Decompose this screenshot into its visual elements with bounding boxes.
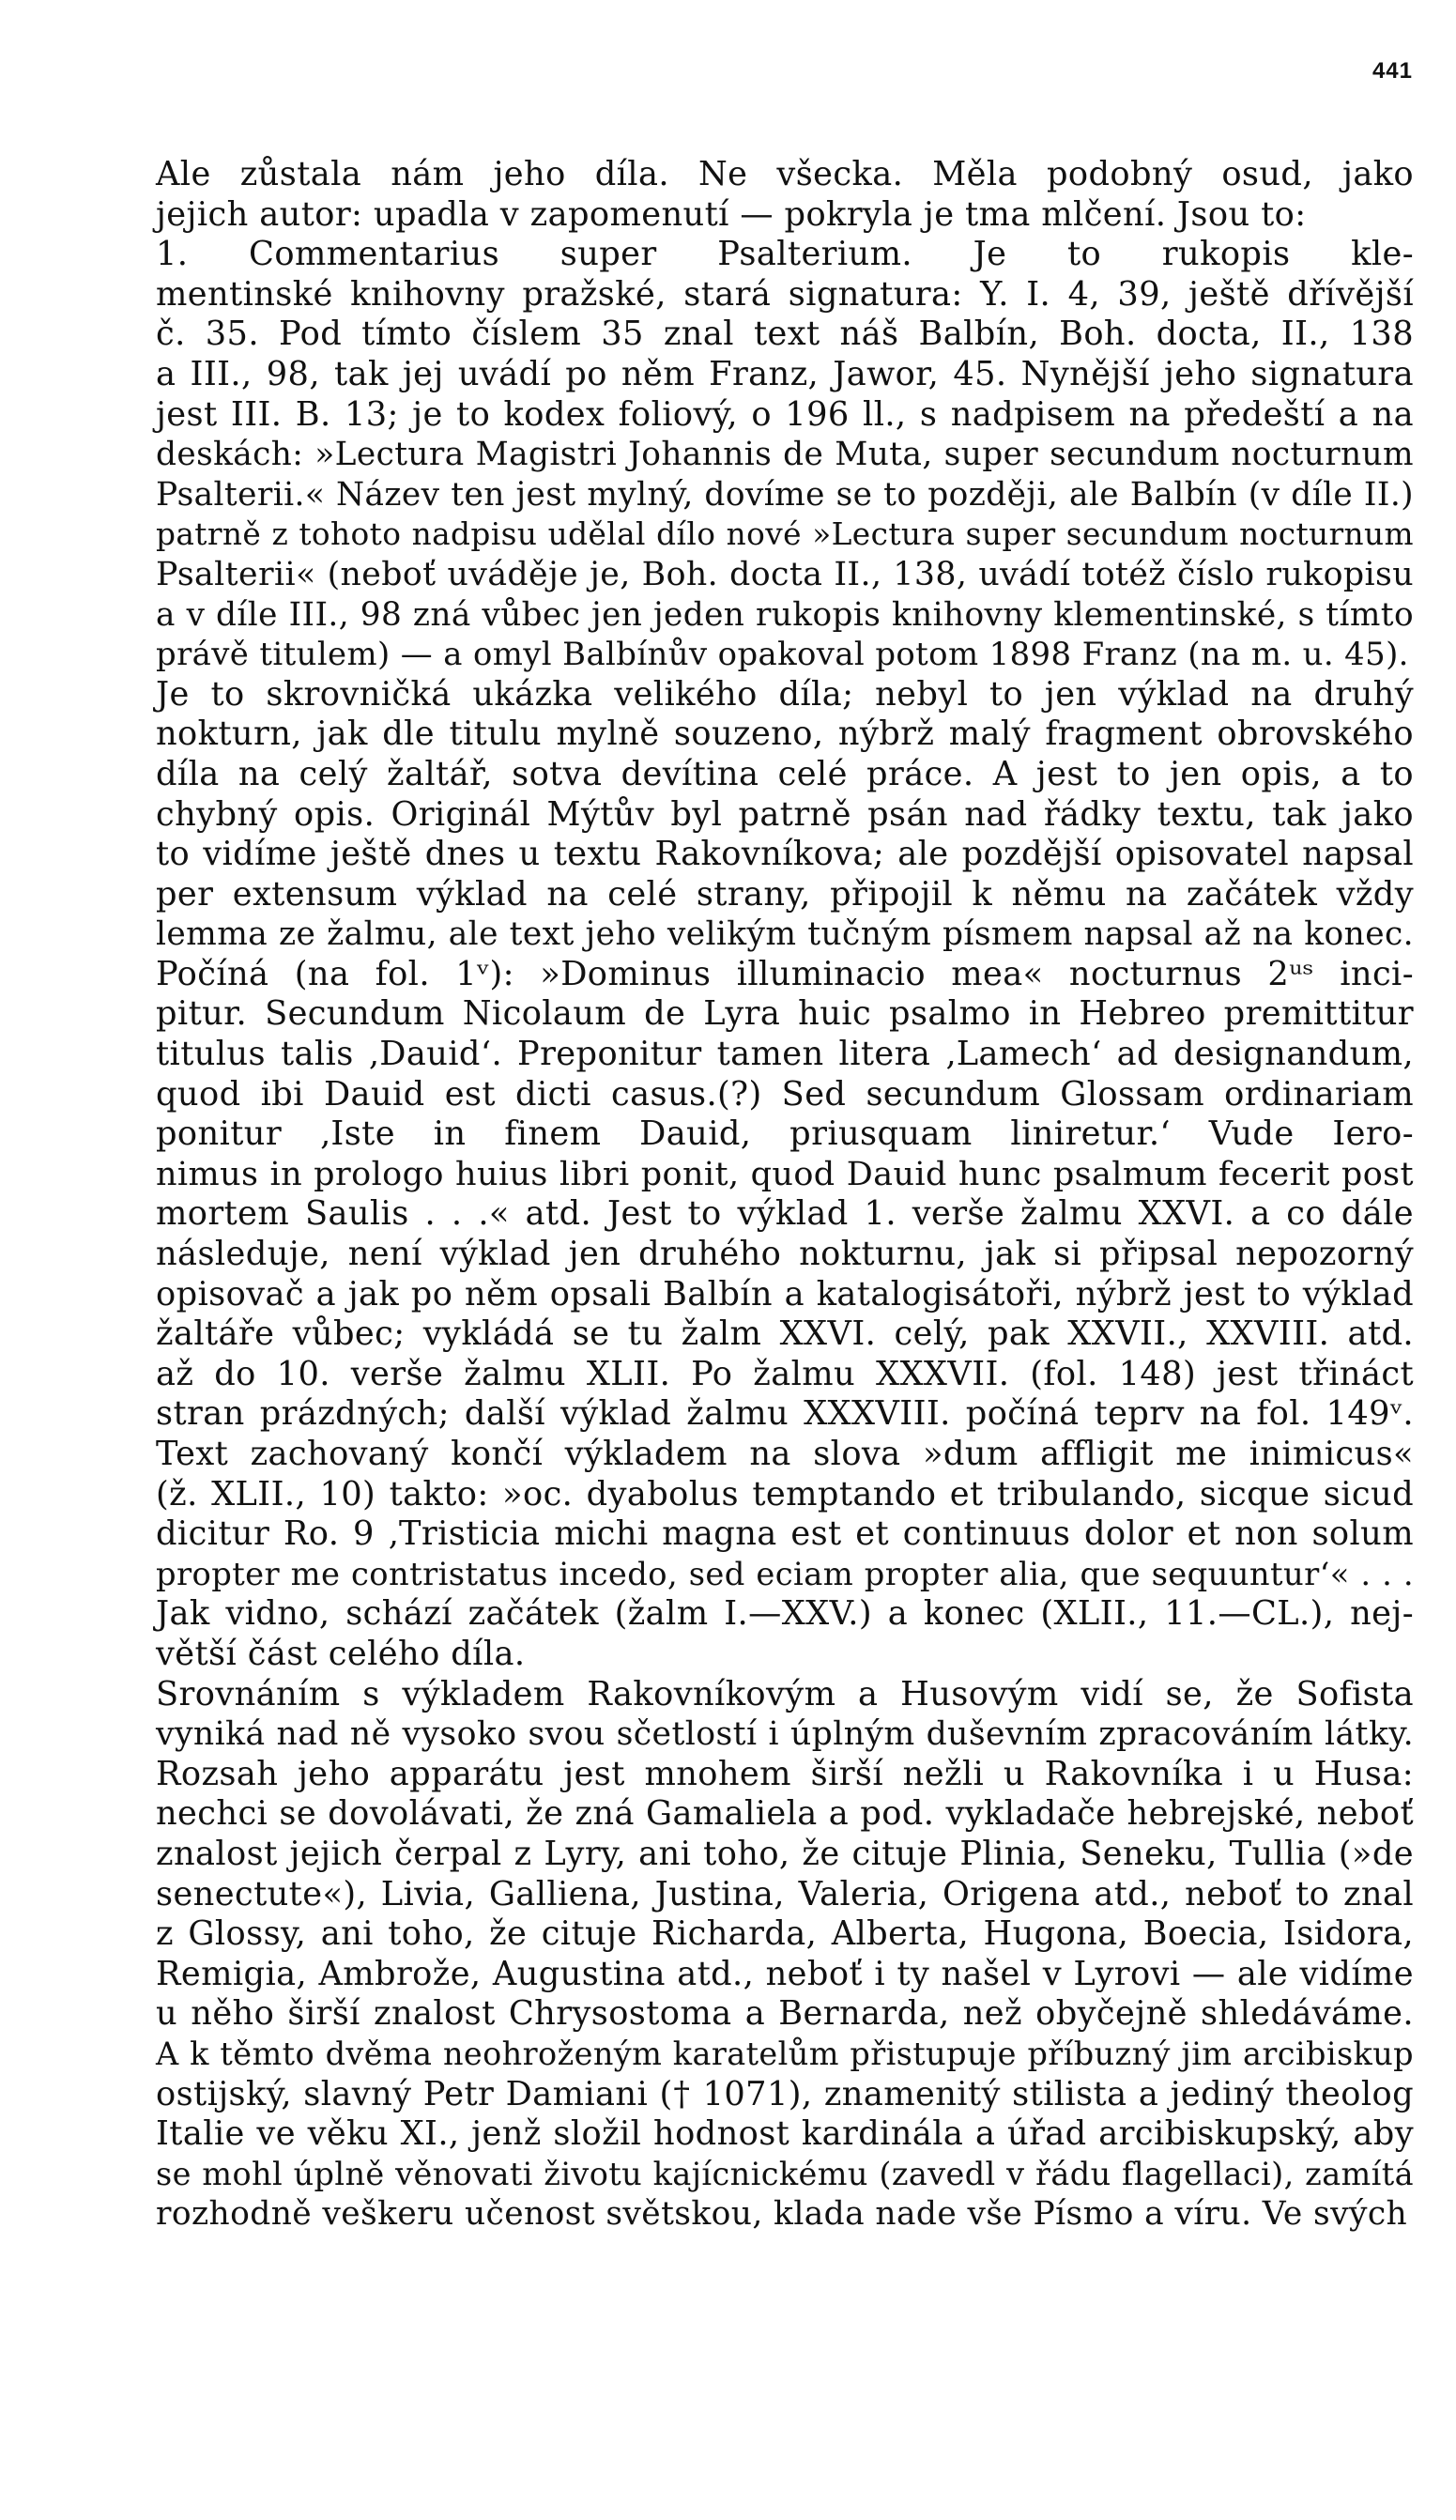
text-line: Italie ve věku XI., jenž složil hodnost kardinála a úřad arcibiskupský, aby [156, 2114, 1414, 2154]
text-line: ponitur ‚Iste in finem Dauid, priusquam liniretur.‘ Vude Iero- [156, 1114, 1414, 1154]
text-line: Srovnáním s výkladem Rakovníkovým a Husovým vidí se, že Sofista [156, 1674, 1414, 1713]
text-line: až do 10. verše žalmu XLII. Po žalmu XXXVII. (fol. 148) jest třináct [156, 1354, 1414, 1393]
text-body [156, 155, 1414, 2235]
text-line: A k těmto dvěma neohroženým karatelům přistupuje příbuzný jim arcibiskup [156, 2035, 1414, 2072]
text-line: per extensum výklad na celé strany, připojil k němu na začátek vždy [156, 874, 1414, 914]
text-line: následuje, není výklad jen druhého nokturnu, jak si připsal nepozorný [156, 1235, 1414, 1274]
text-line: č. 35. Pod tímto číslem 35 znal text náš Balbín, Boh. docta, II., 138 [156, 315, 1414, 354]
page-number: 441 [1372, 58, 1413, 84]
text-line: Jak vidno, schází začátek (žalm I.—XXV.) a konec (XLII., 11.—CL.), nej- [156, 1594, 1414, 1634]
text-line: Počíná (na fol. 1ᵛ): »Dominus illuminacio mea« nocturnus 2ᵘˢ inci- [156, 954, 1414, 993]
text-line: se mohl úplně věnovati životu kajícnickému (zavedl v řádu flagellaci), zamítá [156, 2155, 1414, 2192]
text-line: díla na celý žaltář, sotva devítina celé práce. A jest to jen opis, a to [156, 754, 1414, 793]
text-line: deskách: »Lectura Magistri Johannis de Muta, super secundum nocturnum [156, 436, 1414, 474]
text-line: to vidíme ještě dnes u textu Rakovníkova; ale pozdější opisovatel napsal [156, 835, 1414, 874]
text-line: u něho širší znalost Chrysostoma a Bernarda, než obyčejně shledáváme. [156, 1994, 1414, 2034]
text-line: quod ibi Dauid est dicti casus.(?) Sed secundum Glossam ordinariam [156, 1074, 1414, 1114]
text-line: Text zachovaný končí výkladem na slova »dum affligit me inimicus« [156, 1435, 1414, 1473]
text-line: pitur. Secundum Nicolaum de Lyra huic psalmo in Hebreo premittitur [156, 994, 1414, 1034]
text-line: chybný opis. Originál Mýtův byl patrně psán nad řádky textu, tak jako [156, 794, 1414, 834]
text-line: senectute«), Livia, Galliena, Justina, Valeria, Origena atd., neboť to znal [156, 1874, 1414, 1913]
text-line: jejich autor: upadla v zapomenutí — pokryla je tma mlčení. Jsou to: [156, 194, 1307, 234]
text-line: právě titulem) — a omyl Balbínův opakoval potom 1898 Franz (na m. u. 45). [156, 636, 1409, 673]
text-line: Psalterii.« Název ten jest mylný, dovíme se to později, ale Balbín (v díle II.) [156, 475, 1414, 514]
text-line: opisovač a jak po něm opsali Balbín a katalogisátoři, nýbrž jest to výklad [156, 1274, 1414, 1314]
text-line: a v díle III., 98 zná vůbec jen jeden rukopis knihovny klementinské, s tímto [156, 595, 1414, 634]
text-line: a III., 98, tak jej uvádí po něm Franz, Jawor, 45. Nynější jeho signatura [156, 354, 1414, 393]
text-line: Rozsah jeho apparátu jest mnohem širší nežli u Rakovníka i u Husa: [156, 1754, 1414, 1793]
text-line: mortem Saulis . . .« atd. Jest to výklad 1. verše žalmu XXVI. a co dále [156, 1194, 1414, 1234]
text-line: nimus in prologo huius libri ponit, quod Dauid hunc psalmum fecerit post [156, 1155, 1414, 1193]
paragraph [156, 1675, 1414, 2235]
text-line: Ale zůstala nám jeho díla. Ne všecka. Měla podobný osud, jako [156, 155, 1414, 193]
text-line: z Glossy, ani toho, že cituje Richarda, Alberta, Hugona, Boecia, Isidora, [156, 1914, 1414, 1954]
paragraph [156, 675, 1414, 1675]
text-line: Je to skrovničká ukázka velikého díla; nebyl to jen výklad na druhý [156, 674, 1414, 714]
paragraph [156, 235, 1414, 675]
text-line: nechci se dovolávati, že zná Gamaliela a pod. vykladače hebrejské, neboť [156, 1794, 1414, 1834]
text-line: znalost jejich čerpal z Lyry, ani toho, že cituje Plinia, Seneku, Tullia (»de [156, 1834, 1414, 1873]
text-line: 1. Commentarius super Psalterium. Je to rukopis kle- [156, 235, 1414, 274]
text-line: vyniká nad ně vysoko svou sčetlostí i úplným duševním zpracováním látky. [156, 1715, 1414, 1754]
text-line: titulus talis ‚Dauid‘. Preponitur tamen litera ‚Lamech‘ ad designandum, [156, 1035, 1414, 1074]
text-line: mentinské knihovny pražské, stará signatura: Y. I. 4, 39, ještě dřívější [156, 274, 1414, 314]
text-line: stran prázdných; další výklad žalmu XXXVIII. počíná teprv na fol. 149ᵛ. [156, 1394, 1414, 1434]
text-line: patrně z tohoto nadpisu udělal dílo nové »Lectura super secundum nocturnum [156, 516, 1414, 553]
text-line: dicitur Ro. 9 ‚Tristicia michi magna est et continuus dolor et non solum [156, 1514, 1414, 1554]
text-line: propter me contristatus incedo, sed eciam propter alia, que sequuntur‘« . . . [156, 1555, 1414, 1592]
text-line: (ž. XLII., 10) takto: »oc. dyabolus temptando et tribulando, sicque sicud [156, 1474, 1414, 1514]
text-line: Psalterii« (neboť uváděje je, Boh. docta II., 138, uvádí totéž číslo rukopisu [156, 555, 1414, 593]
text-line: větší část celého díla. [156, 1634, 526, 1673]
text-line: ostijský, slavný Petr Damiani († 1071), znamenitý stilista a jediný theolog [156, 2074, 1414, 2113]
text-line: rozhodně veškeru učenost světskou, klada nade vše Písmo a víru. Ve svých [156, 2195, 1408, 2234]
text-line: lemma ze žalmu, ale text jeho velikým tučným písmem napsal až na konec. [156, 915, 1414, 954]
text-line: nokturn, jak dle titulu mylně souzeno, nýbrž malý fragment obrovského [156, 715, 1414, 754]
text-line: Remigia, Ambrože, Augustina atd., neboť i ty našel v Lyrovi — ale vidíme [156, 1954, 1414, 1993]
text-line: žaltáře vůbec; vykládá se tu žalm XXVI. celý, pak XXVII., XXVIII. atd. [156, 1314, 1414, 1354]
text-line: jest III. B. 13; je to kodex foliový, o 196 ll., s nadpisem na předeští a na [156, 394, 1414, 434]
paragraph [156, 155, 1414, 235]
